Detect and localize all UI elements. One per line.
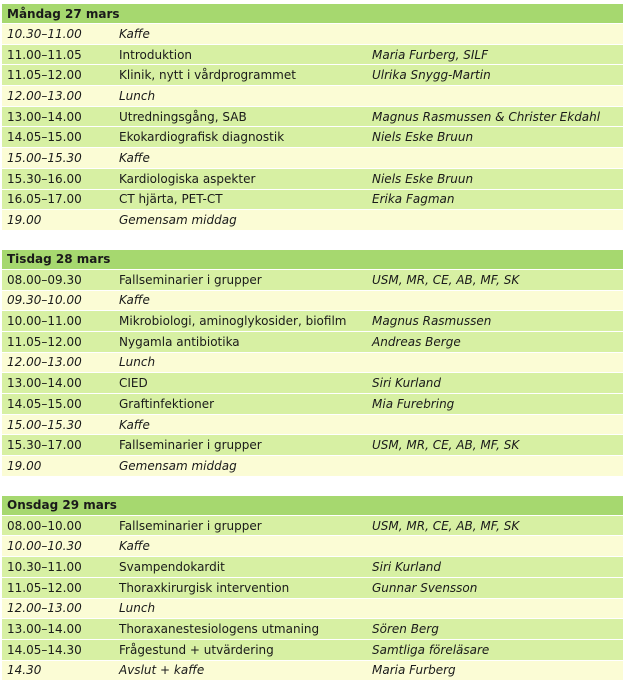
session-title: CT hjärta, PET-CT (114, 189, 367, 210)
session-speaker (367, 456, 623, 477)
session-title: Lunch (114, 352, 367, 373)
session-speaker: Niels Eske Bruun (367, 127, 623, 148)
session-speaker: Samtliga föreläsare (367, 639, 623, 660)
session-title: Frågestund + utvärdering (114, 639, 367, 660)
day-title: Onsdag 29 mars (2, 496, 623, 516)
day-header (2, 496, 623, 516)
session-title: Lunch (114, 598, 367, 619)
schedule-row (2, 290, 623, 311)
session-title: Thoraxkirurgisk intervention (114, 577, 367, 598)
session-time: 15.30–17.00 (2, 435, 114, 456)
session-time: 08.00–09.30 (2, 269, 114, 290)
schedule-row (2, 65, 623, 86)
session-speaker: Erika Fagman (367, 189, 623, 210)
schedule-row (2, 352, 623, 373)
session-speaker (367, 24, 623, 45)
session-time: 16.05–17.00 (2, 189, 114, 210)
session-title: Kaffe (114, 148, 367, 169)
session-title: CIED (114, 373, 367, 394)
schedule-row (2, 515, 623, 536)
session-speaker: Magnus Rasmussen (367, 311, 623, 332)
schedule-row (2, 435, 623, 456)
session-time: 11.05–12.00 (2, 577, 114, 598)
session-time: 15.00–15.30 (2, 414, 114, 435)
day-title: Måndag 27 mars (2, 4, 623, 24)
schedule-row (2, 148, 623, 169)
session-title: Kaffe (114, 414, 367, 435)
session-title: Utredningsgång, SAB (114, 106, 367, 127)
session-speaker: Siri Kurland (367, 373, 623, 394)
session-time: 10.30–11.00 (2, 557, 114, 578)
day-header (2, 4, 623, 24)
session-speaker: Ulrika Snygg-Martin (367, 65, 623, 86)
session-title: Kardiologiska aspekter (114, 168, 367, 189)
session-speaker: USM, MR, CE, AB, MF, SK (367, 435, 623, 456)
session-title: Gemensam middag (114, 210, 367, 231)
schedule-row (2, 660, 623, 681)
session-speaker: Maria Furberg, SILF (367, 44, 623, 65)
session-speaker: Siri Kurland (367, 557, 623, 578)
session-title: Mikrobiologi, aminoglykosider, biofilm (114, 311, 367, 332)
schedule-row (2, 598, 623, 619)
schedule-row (2, 331, 623, 352)
session-speaker: Maria Furberg (367, 660, 623, 681)
session-title: Thoraxanestesiologens utmaning (114, 619, 367, 640)
session-time: 14.05–15.00 (2, 127, 114, 148)
session-title: Kaffe (114, 24, 367, 45)
session-speaker: Gunnar Svensson (367, 577, 623, 598)
session-time: 13.00–14.00 (2, 106, 114, 127)
session-title: Nygamla antibiotika (114, 331, 367, 352)
schedule-row (2, 456, 623, 477)
session-speaker: Magnus Rasmussen & Christer Ekdahl (367, 106, 623, 127)
schedule-row (2, 373, 623, 394)
session-speaker (367, 536, 623, 557)
session-time: 14.05–15.00 (2, 394, 114, 415)
session-time: 14.30 (2, 660, 114, 681)
session-time: 12.00–13.00 (2, 352, 114, 373)
session-time: 13.00–14.00 (2, 373, 114, 394)
schedule-row (2, 557, 623, 578)
schedule-row (2, 536, 623, 557)
session-speaker (367, 290, 623, 311)
schedule-row (2, 210, 623, 231)
session-title: Svampendokardit (114, 557, 367, 578)
session-speaker (367, 598, 623, 619)
day-header (2, 250, 623, 270)
schedule-row (2, 394, 623, 415)
session-speaker: USM, MR, CE, AB, MF, SK (367, 515, 623, 536)
session-speaker (367, 352, 623, 373)
session-time: 12.00–13.00 (2, 598, 114, 619)
session-time: 11.05–12.00 (2, 65, 114, 86)
session-time: 12.00–13.00 (2, 86, 114, 107)
session-time: 14.05–14.30 (2, 639, 114, 660)
session-speaker (367, 148, 623, 169)
session-time: 19.00 (2, 210, 114, 231)
session-title: Fallseminarier i grupper (114, 435, 367, 456)
day-table (2, 496, 623, 681)
session-title: Graftinfektioner (114, 394, 367, 415)
schedule-row (2, 414, 623, 435)
day-spacer (2, 231, 623, 250)
session-speaker (367, 414, 623, 435)
schedule-row (2, 24, 623, 45)
schedule-row (2, 44, 623, 65)
session-title: Fallseminarier i grupper (114, 269, 367, 290)
session-time: 15.00–15.30 (2, 148, 114, 169)
schedule-row (2, 311, 623, 332)
session-speaker: Mia Furebring (367, 394, 623, 415)
session-time: 11.00–11.05 (2, 44, 114, 65)
session-speaker (367, 86, 623, 107)
session-time: 10.00–10.30 (2, 536, 114, 557)
session-title: Kaffe (114, 536, 367, 557)
session-title: Kaffe (114, 290, 367, 311)
session-speaker (367, 210, 623, 231)
session-time: 19.00 (2, 456, 114, 477)
session-speaker: Niels Eske Bruun (367, 168, 623, 189)
day-spacer (2, 477, 623, 496)
session-title: Gemensam middag (114, 456, 367, 477)
schedule-row (2, 639, 623, 660)
session-title: Klinik, nytt i vårdprogrammet (114, 65, 367, 86)
session-time: 11.05–12.00 (2, 331, 114, 352)
schedule-row (2, 189, 623, 210)
session-title: Ekokardiografisk diagnostik (114, 127, 367, 148)
day-table (2, 4, 623, 231)
session-time: 09.30–10.00 (2, 290, 114, 311)
session-time: 08.00–10.00 (2, 515, 114, 536)
session-title: Lunch (114, 86, 367, 107)
session-speaker: Sören Berg (367, 619, 623, 640)
session-time: 10.00–11.00 (2, 311, 114, 332)
schedule-row (2, 127, 623, 148)
session-title: Avslut + kaffe (114, 660, 367, 681)
schedule-row (2, 619, 623, 640)
schedule-row (2, 269, 623, 290)
schedule-row (2, 168, 623, 189)
schedule-row (2, 86, 623, 107)
session-title: Fallseminarier i grupper (114, 515, 367, 536)
session-speaker: Andreas Berge (367, 331, 623, 352)
schedule-row (2, 577, 623, 598)
day-table (2, 250, 623, 477)
session-time: 15.30–16.00 (2, 168, 114, 189)
session-title: Introduktion (114, 44, 367, 65)
session-speaker: USM, MR, CE, AB, MF, SK (367, 269, 623, 290)
schedule-row (2, 106, 623, 127)
day-title: Tisdag 28 mars (2, 250, 623, 270)
session-time: 10.30–11.00 (2, 24, 114, 45)
session-time: 13.00–14.00 (2, 619, 114, 640)
